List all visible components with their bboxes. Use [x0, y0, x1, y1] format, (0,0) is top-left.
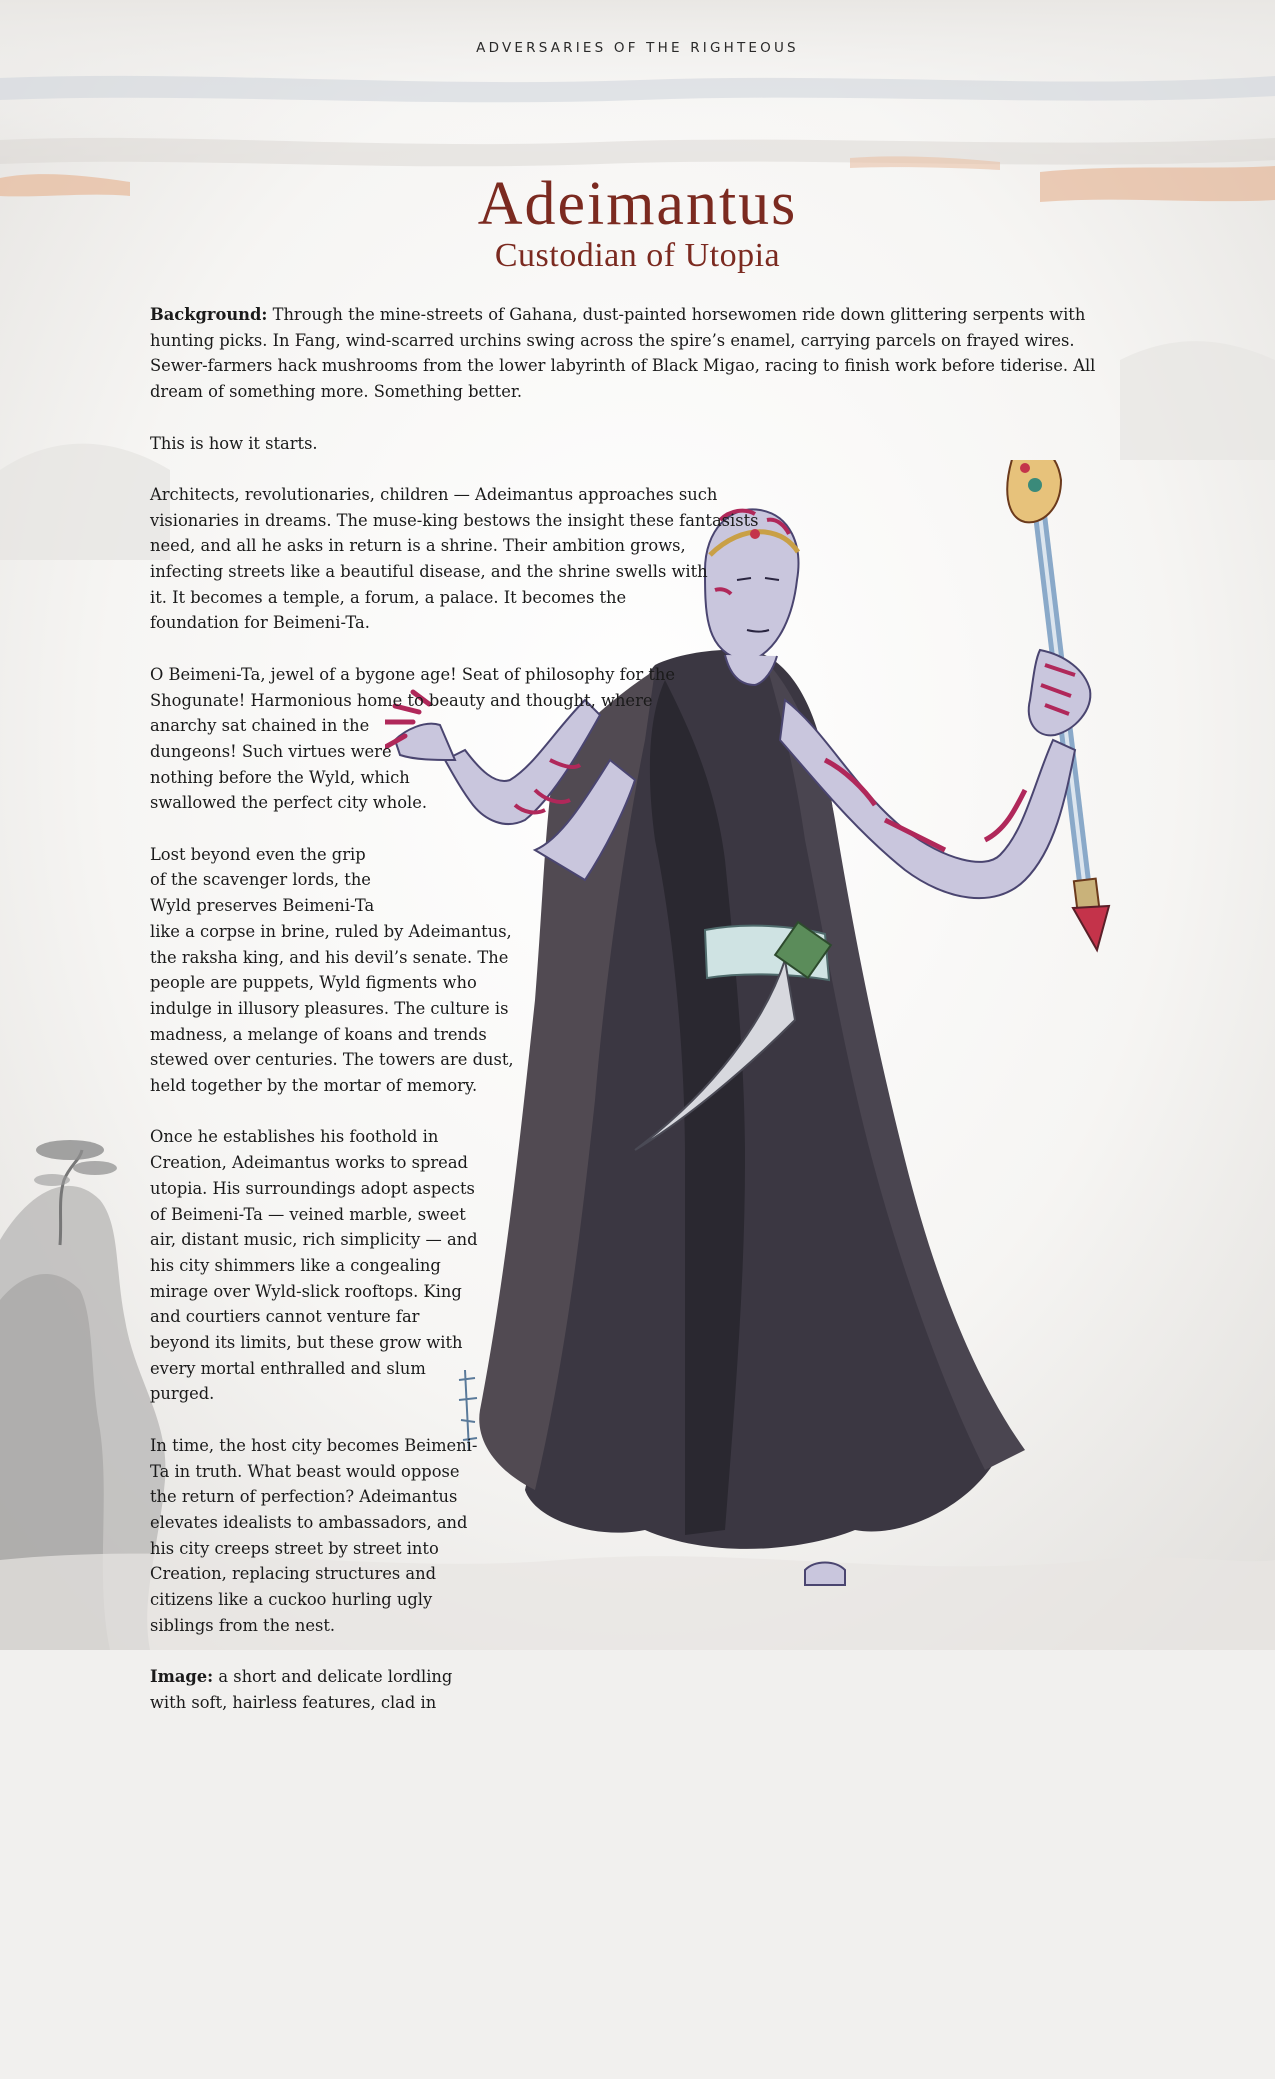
wrap-spacer: [700, 665, 1128, 719]
paragraph-foothold: Once he establishes his foothold in Creation, Adeimantus works to spread utopia. His surroundings adopt aspects of Beimeni-Ta — veined marble, sweet air, distant music, rich simplicity — and his city shimmers like a congealing mirage over Wyld-slick rooftops. King and courtiers cannot venture far beyond its limits, but these grow with every mortal enthralled and slum purged.: [150, 1127, 478, 1404]
wrap-spacer: [568, 1106, 1128, 1209]
paragraph-background: [150, 302, 1128, 405]
paragraph-jewel: O Beimeni-Ta, jewel of a bygone age! Seat of philosophy for the Shogunate! Harmonious home to beauty and thought, where anarchy sat chained in the dungeons! Such virtues were nothing before the Wyld, which swallowed the perfect city whole.: [150, 664, 676, 813]
wrap-spacer: [483, 1749, 1128, 1879]
title-block: [0, 168, 1275, 276]
wrap-spacer: [716, 537, 1128, 665]
background-text: Through the mine-streets of Gahana, dust-painted horsewomen ride down glittering serpents with hunting picks. In Fang, wind-scarred urchins swing across the spire’s enamel, carrying parcels on frayed wires. Sewer-farmers hack mushrooms from the lower labyrinth of Black Migao, racing to finish work before tiderise. All dream of something more. Something better.: [150, 305, 1096, 402]
image-text: a short and delicate lordling with soft, hairless features, clad in: [150, 1667, 453, 1712]
page-title: Adeimantus: [477, 170, 798, 238]
wrap-spacer: [463, 796, 1128, 848]
paragraph-architects: Architects, revolutionaries, children — Adeimantus approaches such visionaries in dreams. The muse-king bestows the insight these fantasists need, and all he asks in return is a shrine. Their ambition grows, infecting streets like a beautiful disease, and the shrine swells with it. It becomes a temple, a forum, a palace. It becomes the foundation for Beimeni-Ta.: [150, 484, 759, 633]
wrap-spacer: [518, 900, 1128, 1106]
image-label: Image:: [150, 1667, 214, 1687]
paragraph-time: In time, the host city becomes Beimeni-Ta in truth. What beast would oppose the return of perfection? Adeimantus elevates idealists to ambassadors, and his city creeps street by street into Creation, replacing structures and citizens like a cuckoo hurling ugly siblings from the nest.: [150, 1435, 478, 1635]
wrap-spacer: [773, 507, 1128, 537]
wrap-spacer: [573, 1209, 1128, 1389]
wrap-spacer: [583, 1389, 1128, 1589]
paragraph-starts: This is how it starts.: [150, 433, 318, 453]
wrap-spacer: [433, 719, 1128, 796]
page-subtitle: Custodian of Utopia: [494, 237, 781, 274]
body-text: [150, 302, 1128, 2079]
wrap-spacer: [448, 1879, 1128, 2079]
running-header: ADVERSARIES OF THE RIGHTEOUS: [476, 40, 799, 56]
wrap-spacer: [538, 1589, 1128, 1749]
background-label: Background:: [150, 305, 268, 324]
paragraph-lost: Lost beyond even the grip of the scavenger lords, the Wyld preserves Beimeni-Ta like a corpse in brine, ruled by Adeimantus, the raksha king, and his devil’s senate. The people are puppets, Wyld figments who indulge in illusory pleasures. The culture is madness, a melange of koans and trends stewed over centuries. The towers are dust, held together by the mortar of memory.: [150, 844, 514, 1096]
wrap-spacer: [383, 848, 1128, 900]
